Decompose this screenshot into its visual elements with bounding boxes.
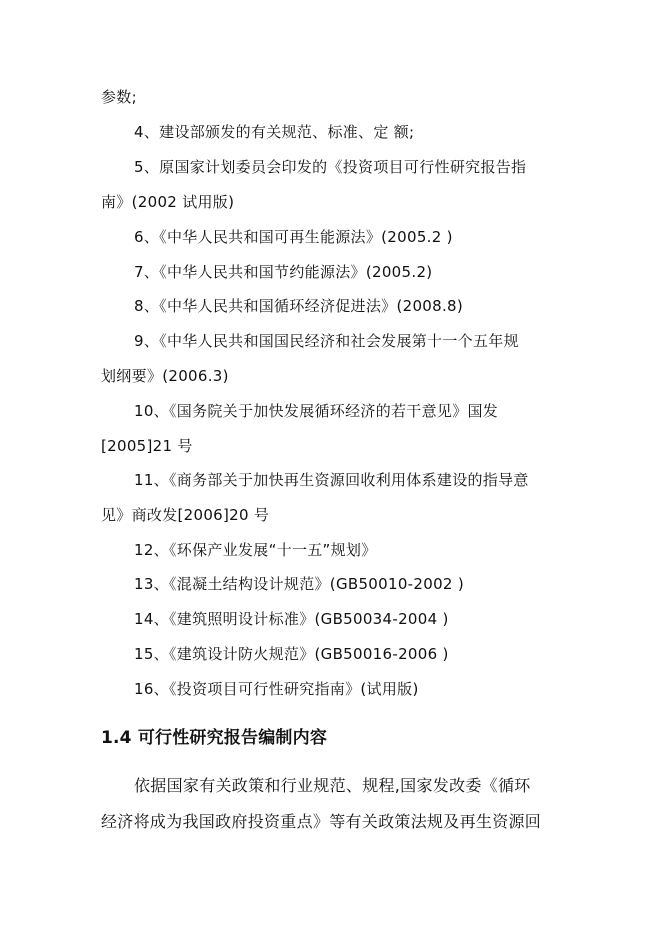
reference-item-7: 7、《中华人民共和国节约能源法》(2005.2) (134, 263, 433, 281)
reference-item-13: 13、《混凝土结构设计规范》(GB50010-2002 ) (134, 575, 464, 593)
reference-item-14: 14、《建筑照明设计标准》(GB50034-2004 ) (134, 610, 449, 628)
reference-item-12: 12、《环保产业发展“十一五”规划》 (134, 541, 377, 559)
reference-item-10: 10、《国务院关于加快发展循环经济的若干意见》国发 (134, 402, 499, 420)
paragraph-line-1: 依据国家有关政策和行业规范、规程,国家发改委《循环 (134, 776, 531, 795)
reference-item-11-continuation: 见》商改发[2006]20 号 (101, 506, 270, 524)
reference-item-16: 16、《投资项目可行性研究指南》(试用版) (134, 680, 419, 698)
paragraph-line-2: 经济将成为我国政府投资重点》等有关政策法规及再生资源回 (101, 812, 542, 831)
reference-item-6: 6、《中华人民共和国可再生能源法》(2005.2 ) (134, 228, 453, 246)
reference-item-11: 11、《商务部关于加快再生资源回收利用体系建设的指导意 (134, 471, 529, 489)
reference-item-9: 9、《中华人民共和国国民经济和社会发展第十一个五年规 (134, 332, 519, 350)
reference-item-10-continuation: [2005]21 号 (101, 437, 193, 455)
reference-item-4: 4、建设部颁发的有关规范、标准、定 额; (134, 123, 415, 141)
text-line-continuation: 参数; (101, 88, 137, 106)
section-heading: 1.4 可行性研究报告编制内容 (101, 728, 328, 748)
reference-item-5: 5、原国家计划委员会印发的《投资项目可行性研究报告指 (134, 158, 527, 176)
reference-item-8: 8、《中华人民共和国循环经济促进法》(2008.8) (134, 297, 464, 315)
reference-item-9-continuation: 划纲要》(2006.3) (101, 367, 229, 385)
reference-item-5-continuation: 南》(2002 试用版) (101, 193, 235, 211)
reference-item-15: 15、《建筑设计防火规范》(GB50016-2006 ) (134, 645, 449, 663)
